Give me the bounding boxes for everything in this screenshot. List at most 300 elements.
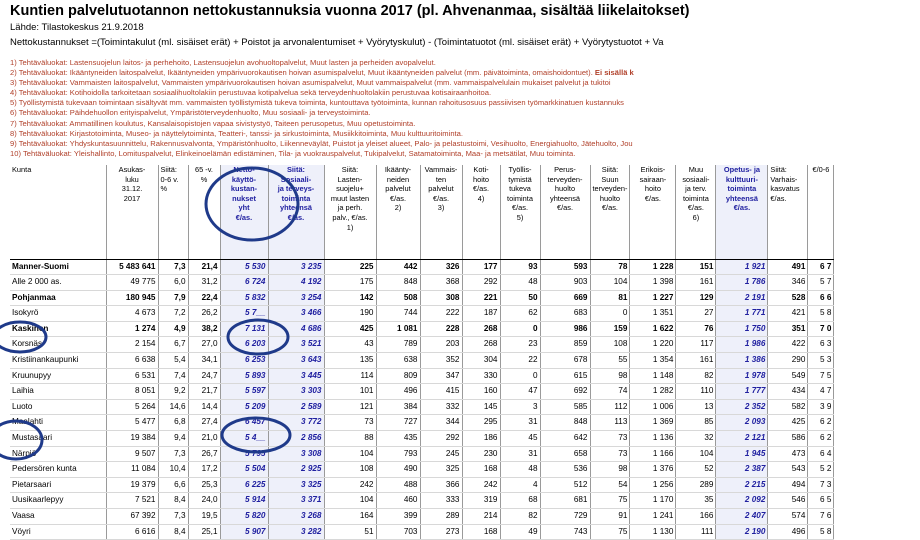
- table-cell: 528: [768, 290, 808, 306]
- table-cell: 5 7__: [220, 306, 268, 322]
- table-cell: 110: [676, 384, 716, 400]
- table-cell: 6 6: [808, 290, 834, 306]
- category-notes: [10, 58, 915, 159]
- column-header-line: 5): [516, 212, 524, 222]
- table-cell: 678: [540, 353, 590, 369]
- table-cell: 85: [676, 415, 716, 431]
- table-cell: 638: [376, 353, 420, 369]
- column-header-line: tukeva: [509, 184, 531, 194]
- column-header-14: [676, 165, 716, 259]
- table-cell: 108: [324, 462, 376, 478]
- column-header-7: [376, 165, 420, 259]
- category-note-1: 1) Tehtäväluokat: Lastensuojelun laitos- ja perhehoito, Lastensuojelun avohuoltopalvelut, Muut lasten ja perheiden avopalvelut.: [10, 58, 436, 67]
- municipality-name: Närpiö: [10, 446, 106, 462]
- table-cell: 6 638: [106, 353, 158, 369]
- table-row: [10, 275, 834, 291]
- table-cell: 5 530: [220, 259, 268, 275]
- table-cell: 366: [420, 477, 462, 493]
- table-cell: 35: [676, 493, 716, 509]
- column-header-line: kulttuuri-: [725, 174, 758, 184]
- table-cell: 1 274: [106, 321, 158, 337]
- column-header-line: Siitä:: [601, 165, 619, 174]
- table-cell: 422: [768, 337, 808, 353]
- table-cell: 2 092: [716, 493, 768, 509]
- table-cell: 582: [768, 399, 808, 415]
- table-cell: 25,1: [188, 524, 220, 540]
- column-header-line: €/as.: [733, 203, 751, 213]
- column-header-line: Kunta: [12, 165, 32, 174]
- municipality-name: Kruunupyy: [10, 368, 106, 384]
- column-header-line: €/as.: [472, 184, 490, 194]
- column-header-2: [158, 165, 188, 259]
- table-cell: 55: [590, 353, 630, 369]
- table-cell: 104: [676, 446, 716, 462]
- column-header-line: yhteensä: [725, 193, 758, 203]
- table-cell: 101: [324, 384, 376, 400]
- table-cell: 1 170: [630, 493, 676, 509]
- table-cell: 19,5: [188, 509, 220, 525]
- column-header-line: 0-6 v.: [160, 174, 179, 184]
- table-cell: 4 7: [808, 384, 834, 400]
- column-header-line: €/as.: [432, 193, 450, 203]
- table-row: [10, 259, 834, 275]
- table-cell: 14,4: [188, 399, 220, 415]
- table-cell: 1 351: [630, 306, 676, 322]
- table-row: [10, 477, 834, 493]
- table-cell: 549: [768, 368, 808, 384]
- table-cell: 809: [376, 368, 420, 384]
- table-cell: 62: [500, 306, 540, 322]
- table-cell: 3 371: [268, 493, 324, 509]
- column-header-6: [324, 165, 376, 259]
- table-cell: 7,3: [158, 446, 188, 462]
- table-cell: 180 945: [106, 290, 158, 306]
- table-row: [10, 399, 834, 415]
- table-row: [10, 306, 834, 322]
- table-row: [10, 509, 834, 525]
- table-cell: 5,4: [158, 353, 188, 369]
- table-cell: 9,2: [158, 384, 188, 400]
- table-cell: 8,4: [158, 524, 188, 540]
- table-cell: 108: [590, 337, 630, 353]
- column-header-line: €/as.: [556, 203, 574, 213]
- table-cell: 496: [768, 524, 808, 540]
- column-header-line: huolto: [599, 193, 621, 203]
- column-header-line: tymistä: [508, 174, 532, 184]
- table-cell: 2 589: [268, 399, 324, 415]
- table-cell: 368: [420, 275, 462, 291]
- table-cell: 2 856: [268, 431, 324, 447]
- table-cell: 6 724: [220, 275, 268, 291]
- table-cell: 151: [676, 259, 716, 275]
- column-header-line: Siitä:: [286, 165, 306, 174]
- table-cell: 6 225: [220, 477, 268, 493]
- column-header-line: Sosiaali-: [280, 174, 312, 184]
- table-cell: 2 190: [716, 524, 768, 540]
- table-cell: 5 7: [808, 275, 834, 291]
- table-cell: 1 398: [630, 275, 676, 291]
- table-cell: 0: [500, 321, 540, 337]
- table-cell: 6 253: [220, 353, 268, 369]
- table-cell: 1 166: [630, 446, 676, 462]
- table-cell: 473: [768, 446, 808, 462]
- table-row: [10, 353, 834, 369]
- table-cell: 47: [500, 384, 540, 400]
- table-cell: 7,3: [158, 259, 188, 275]
- column-header-line: hoito: [644, 184, 661, 194]
- column-header-line: suojelu+: [336, 184, 364, 194]
- table-cell: 1 369: [630, 415, 676, 431]
- column-header-line: €/as.: [287, 212, 305, 222]
- table-cell: 98: [590, 462, 630, 478]
- table-cell: 615: [540, 368, 590, 384]
- column-header-3: [188, 165, 220, 259]
- table-cell: 434: [768, 384, 808, 400]
- table-cell: 903: [540, 275, 590, 291]
- table-cell: 295: [462, 415, 500, 431]
- source-line: Lähde: Tilastokeskus 21.9.2018: [10, 22, 144, 33]
- column-header-line: €/as.: [235, 212, 253, 222]
- table-cell: 6 2: [808, 415, 834, 431]
- table-cell: 7 131: [220, 321, 268, 337]
- category-note-2: 2) Tehtäväluokat: Ikääntyneiden laitospalvelut, Ikääntyneiden ympärivuorokautisen hoivan asumispalvelut, Muut ikääntyneiden palvelut (mm. päivätoiminta, omaishoidontuet). Ei sisällä k: [10, 68, 634, 78]
- table-cell: 5 907: [220, 524, 268, 540]
- column-header-line: nukset: [232, 193, 256, 203]
- column-header-15: [716, 165, 768, 259]
- municipality-name: Vöyri: [10, 524, 106, 540]
- table-cell: 1 227: [630, 290, 676, 306]
- table-cell: 536: [540, 462, 590, 478]
- table-cell: 135: [324, 353, 376, 369]
- table-cell: 21,7: [188, 384, 220, 400]
- table-row: [10, 368, 834, 384]
- column-header-9: [462, 165, 500, 259]
- table-cell: 68: [500, 493, 540, 509]
- municipality-name: Pietarsaari: [10, 477, 106, 493]
- table-cell: 6,7: [158, 337, 188, 353]
- table-cell: 98: [590, 368, 630, 384]
- table-cell: 333: [420, 493, 462, 509]
- table-cell: 5 3: [808, 353, 834, 369]
- table-cell: 82: [500, 509, 540, 525]
- table-cell: 494: [768, 477, 808, 493]
- column-header-line: kustan-: [230, 184, 258, 194]
- table-cell: 399: [376, 509, 420, 525]
- table-cell: 5 504: [220, 462, 268, 478]
- table-cell: 186: [462, 431, 500, 447]
- table-cell: 24,0: [188, 493, 220, 509]
- column-header-line: 2): [394, 203, 402, 213]
- column-header-line: 6): [692, 212, 700, 222]
- column-header-16: [768, 165, 808, 259]
- column-header-line: toiminta: [682, 193, 709, 203]
- table-cell: 488: [376, 477, 420, 493]
- table-cell: 23: [500, 337, 540, 353]
- column-header-line: muut lasten: [330, 193, 370, 203]
- column-header-line: yhteensä: [550, 193, 580, 203]
- column-header-line: 31.12.: [121, 184, 143, 194]
- table-cell: 26,2: [188, 306, 220, 322]
- table-cell: 9,4: [158, 431, 188, 447]
- table-cell: 104: [324, 493, 376, 509]
- table-cell: 3 643: [268, 353, 324, 369]
- column-header-line: palvelut: [385, 184, 411, 194]
- table-cell: 54: [590, 477, 630, 493]
- table-cell: 7 5: [808, 368, 834, 384]
- table-cell: 292: [420, 431, 462, 447]
- column-header-line: €/as.: [687, 203, 704, 213]
- table-cell: 21,4: [188, 259, 220, 275]
- table-cell: 6 457: [220, 415, 268, 431]
- table-cell: 6 7: [808, 259, 834, 275]
- category-note-7: 7) Tehtäväluokat: Ammatillinen koulutus, Kansalaisopistojen vapaa sivistystyö, Taiteen perusopetus, Muu opetustoiminta.: [10, 118, 416, 128]
- table-cell: 3: [500, 399, 540, 415]
- table-cell: 5 8: [808, 524, 834, 540]
- table-cell: 330: [462, 368, 500, 384]
- table-cell: 3 268: [268, 509, 324, 525]
- table-cell: 22,4: [188, 290, 220, 306]
- column-header-line: ja terv.: [685, 184, 707, 194]
- table-cell: 859: [540, 337, 590, 353]
- column-header-line: Työllis-: [508, 165, 532, 174]
- table-cell: 3 521: [268, 337, 324, 353]
- column-header-11: [540, 165, 590, 259]
- column-header-line: Opetus- ja: [723, 165, 760, 174]
- table-cell: 2 215: [716, 477, 768, 493]
- table-cell: 2 191: [716, 290, 768, 306]
- table-cell: 3 282: [268, 524, 324, 540]
- municipality-name: Maalahti: [10, 415, 106, 431]
- table-cell: 73: [590, 431, 630, 447]
- table-cell: 304: [462, 353, 500, 369]
- table-cell: 34,1: [188, 353, 220, 369]
- table-cell: 104: [590, 275, 630, 291]
- column-header-line: terveyden-: [592, 184, 628, 194]
- table-cell: 2 154: [106, 337, 158, 353]
- table-row: [10, 290, 834, 306]
- table-cell: 1 777: [716, 384, 768, 400]
- table-cell: 4,9: [158, 321, 188, 337]
- table-cell: 230: [462, 446, 500, 462]
- table-cell: 2 352: [716, 399, 768, 415]
- table-cell: 1 945: [716, 446, 768, 462]
- table-cell: 669: [540, 290, 590, 306]
- table-cell: 512: [540, 477, 590, 493]
- table-cell: 848: [540, 415, 590, 431]
- table-cell: 48: [500, 275, 540, 291]
- column-header-line: %: [200, 174, 208, 184]
- table-cell: 13: [676, 399, 716, 415]
- municipality-name: Luoto: [10, 399, 106, 415]
- column-header-line: 4): [477, 193, 485, 203]
- table-cell: 142: [324, 290, 376, 306]
- table-cell: 49 775: [106, 275, 158, 291]
- table-cell: 49: [500, 524, 540, 540]
- table-cell: 6,8: [158, 415, 188, 431]
- table-cell: 82: [676, 368, 716, 384]
- municipality-name: Isokyrö: [10, 306, 106, 322]
- table-cell: 1 622: [630, 321, 676, 337]
- table-cell: 5 820: [220, 509, 268, 525]
- table-cell: 986: [540, 321, 590, 337]
- column-header-line: €/as.: [511, 203, 529, 213]
- table-row: [10, 415, 834, 431]
- column-header-line: €/as.: [601, 203, 618, 213]
- table-cell: 113: [590, 415, 630, 431]
- column-header-12: [590, 165, 630, 259]
- table-cell: 290: [768, 353, 808, 369]
- column-header-line: yht: [238, 203, 250, 213]
- table-cell: 168: [462, 462, 500, 478]
- table-cell: 703: [376, 524, 420, 540]
- table-cell: 442: [376, 259, 420, 275]
- table-cell: 91: [590, 509, 630, 525]
- table-cell: 319: [462, 493, 500, 509]
- table-row: [10, 384, 834, 400]
- table-cell: 5 2: [808, 462, 834, 478]
- table-cell: 7 0: [808, 321, 834, 337]
- table-cell: 5 597: [220, 384, 268, 400]
- table-row: [10, 524, 834, 540]
- table-cell: 43: [324, 337, 376, 353]
- table-cell: 242: [324, 477, 376, 493]
- table-cell: 51: [324, 524, 376, 540]
- table-cell: 1 978: [716, 368, 768, 384]
- table-cell: 727: [376, 415, 420, 431]
- table-cell: 7,4: [158, 368, 188, 384]
- table-cell: 3 325: [268, 477, 324, 493]
- table-cell: 325: [420, 462, 462, 478]
- table-cell: 4 192: [268, 275, 324, 291]
- table-cell: 3 235: [268, 259, 324, 275]
- table-cell: 1 148: [630, 368, 676, 384]
- table-cell: 0: [590, 306, 630, 322]
- table-cell: 6,0: [158, 275, 188, 291]
- table-cell: 3 303: [268, 384, 324, 400]
- table-cell: 2 093: [716, 415, 768, 431]
- column-header-line: neiden: [386, 174, 410, 184]
- table-cell: 50: [500, 290, 540, 306]
- table-cell: 415: [420, 384, 462, 400]
- table-cell: 74: [590, 384, 630, 400]
- column-header-line: €/as.: [389, 193, 407, 203]
- table-cell: 3 308: [268, 446, 324, 462]
- table-cell: 346: [768, 275, 808, 291]
- column-header-line: €/as.: [770, 193, 787, 203]
- column-header-line: Erikois-: [640, 165, 666, 174]
- table-cell: 67 392: [106, 509, 158, 525]
- column-header-4: [220, 165, 268, 259]
- table-cell: 31: [500, 446, 540, 462]
- table-cell: 5 209: [220, 399, 268, 415]
- table-cell: 121: [324, 399, 376, 415]
- municipality-name: Pedersören kunta: [10, 462, 106, 478]
- column-header-line: palv., €/as.: [332, 212, 368, 222]
- table-cell: 848: [376, 275, 420, 291]
- table-cell: 5 483 641: [106, 259, 158, 275]
- column-header-line: Suun: [601, 174, 619, 184]
- table-cell: 24,7: [188, 368, 220, 384]
- table-cell: 7 6: [808, 509, 834, 525]
- municipality-name: Kristiinankaupunki: [10, 353, 106, 369]
- table-cell: 2 387: [716, 462, 768, 478]
- table-cell: 129: [676, 290, 716, 306]
- column-header-line: €/as.: [644, 193, 661, 203]
- table-cell: 112: [590, 399, 630, 415]
- table-cell: 19 384: [106, 431, 158, 447]
- table-body: [10, 259, 834, 540]
- table-cell: 190: [324, 306, 376, 322]
- table-cell: 6 3: [808, 337, 834, 353]
- column-header-line: ja perh.: [337, 203, 363, 213]
- column-header-line: 3): [437, 203, 445, 213]
- table-cell: 242: [462, 477, 500, 493]
- category-note-4: 4) Tehtäväluokat: Kotihoidolla tarkoitetaan sosiaalihuoltolakiin perustuvaa kotipalvelua sekä terveydenhuoltolakiin perustuvaa kotisairaanhoitoa.: [10, 88, 492, 98]
- municipality-name: Vaasa: [10, 509, 106, 525]
- column-header-line: sairaan-: [639, 174, 667, 184]
- table-header-row: [10, 165, 834, 259]
- table-cell: 7 3: [808, 477, 834, 493]
- column-header-line: 65 -v.: [195, 165, 213, 174]
- municipality-name: Uusikaarlepyy: [10, 493, 106, 509]
- table-cell: 104: [324, 446, 376, 462]
- table-cell: 21,0: [188, 431, 220, 447]
- table-cell: 4: [500, 477, 540, 493]
- table-cell: 658: [540, 446, 590, 462]
- table-cell: 203: [420, 337, 462, 353]
- table-cell: 292: [462, 275, 500, 291]
- column-header-line: toiminta: [727, 184, 757, 194]
- table-cell: 344: [420, 415, 462, 431]
- table-cell: 268: [462, 337, 500, 353]
- table-cell: 214: [462, 509, 500, 525]
- category-note-5: 5) Työllistymistä tukevaan toimintaan sisältyvät mm. vammaisten työllistymistä tukeva toiminta, kuntouttava työtoiminta, kunnan rahoitusosuus passiivisen työmarkkinatuen kustannuks: [10, 98, 624, 108]
- table-cell: 161: [676, 275, 716, 291]
- table-cell: 490: [376, 462, 420, 478]
- table-cell: 32: [676, 431, 716, 447]
- column-header-line: Muu: [688, 165, 704, 174]
- table-cell: 743: [540, 524, 590, 540]
- table-cell: 1 386: [716, 353, 768, 369]
- table-cell: 88: [324, 431, 376, 447]
- table-cell: 352: [420, 353, 462, 369]
- table-cell: 81: [590, 290, 630, 306]
- table-cell: 10,4: [158, 462, 188, 478]
- column-header-line: toiminta: [507, 193, 533, 203]
- table-cell: 744: [376, 306, 420, 322]
- municipality-name: Manner-Suomi: [10, 259, 106, 275]
- table-cell: 3 9: [808, 399, 834, 415]
- table-cell: 729: [540, 509, 590, 525]
- column-header-line: 1): [346, 222, 354, 232]
- table-cell: 168: [462, 524, 500, 540]
- municipality-name: Pohjanmaa: [10, 290, 106, 306]
- column-header-line: Netto-: [233, 165, 255, 174]
- table-cell: 308: [420, 290, 462, 306]
- table-cell: 6 2: [808, 431, 834, 447]
- cost-table: [10, 165, 834, 540]
- table-cell: 5 893: [220, 368, 268, 384]
- column-header-17: [808, 165, 834, 259]
- municipality-name: Kaskinen: [10, 321, 106, 337]
- table-cell: 384: [376, 399, 420, 415]
- column-header-line: yhteensä: [279, 203, 313, 213]
- table-cell: 1 750: [716, 321, 768, 337]
- table-cell: 289: [676, 477, 716, 493]
- table-cell: 76: [676, 321, 716, 337]
- table-cell: 1 006: [630, 399, 676, 415]
- table-cell: 1 376: [630, 462, 676, 478]
